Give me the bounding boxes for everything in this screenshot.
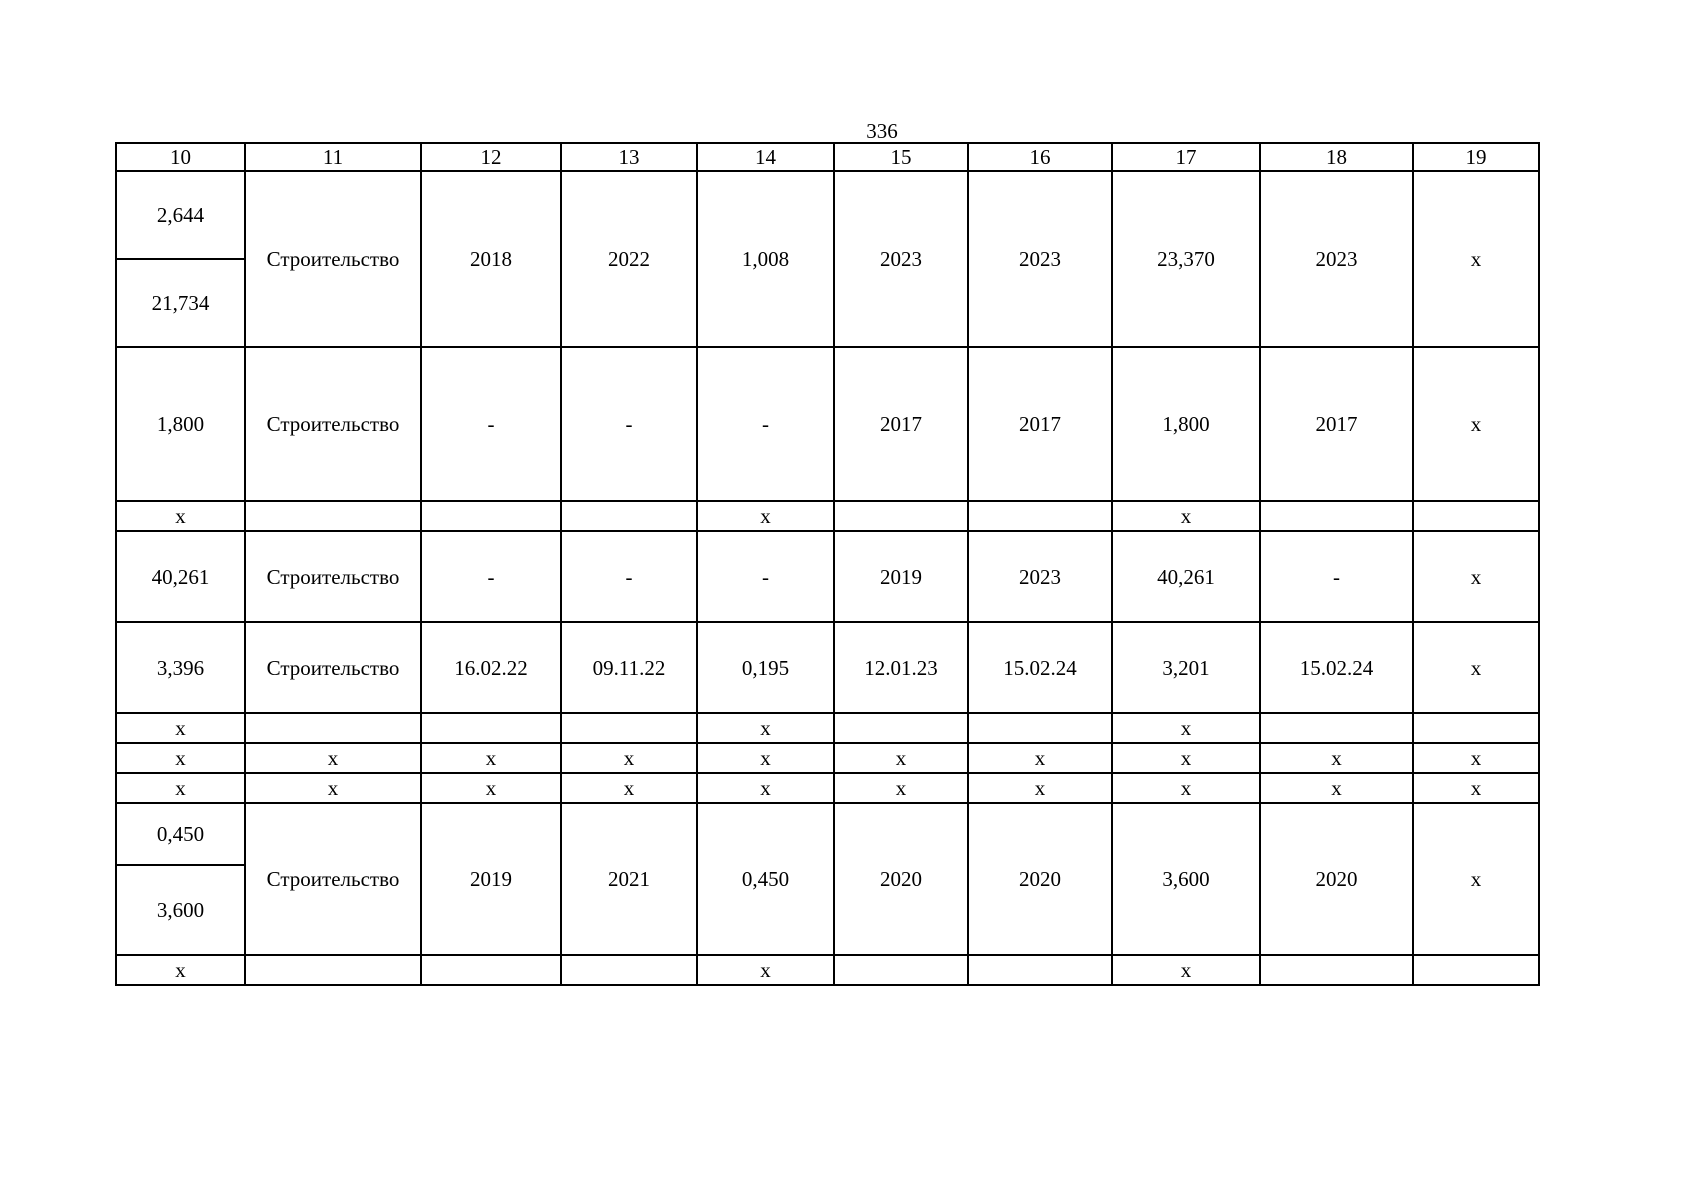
table-row <box>116 347 1539 501</box>
table-row <box>116 803 1539 865</box>
table-cell: x <box>968 773 1112 803</box>
table-cell <box>1413 955 1539 985</box>
table-cell: 2018 <box>421 171 561 347</box>
table-cell: - <box>1260 531 1413 622</box>
table-cell: x <box>1413 347 1539 501</box>
table-row <box>116 743 1539 773</box>
column-header: 19 <box>1413 143 1539 171</box>
table-cell: x <box>697 501 834 531</box>
table-cell: - <box>697 531 834 622</box>
table-cell: 23,370 <box>1112 171 1260 347</box>
table-cell: 2023 <box>968 531 1112 622</box>
table-cell: 2021 <box>561 803 697 955</box>
table-cell <box>421 501 561 531</box>
table-cell: 2019 <box>421 803 561 955</box>
table-cell <box>1260 955 1413 985</box>
column-header: 10 <box>116 143 245 171</box>
column-header: 18 <box>1260 143 1413 171</box>
table-cell <box>834 713 968 743</box>
table-cell: x <box>1260 743 1413 773</box>
table-body <box>116 143 1539 985</box>
table-cell: x <box>1413 531 1539 622</box>
table-row <box>116 622 1539 713</box>
table-cell <box>834 501 968 531</box>
table-cell: 2023 <box>834 171 968 347</box>
table-cell: 3,201 <box>1112 622 1260 713</box>
column-header: 12 <box>421 143 561 171</box>
table-cell: 2020 <box>968 803 1112 955</box>
table-cell: 0,195 <box>697 622 834 713</box>
table-cell: - <box>421 347 561 501</box>
table-cell: 1,800 <box>116 347 245 501</box>
table-cell: x <box>697 955 834 985</box>
table-cell: x <box>1413 171 1539 347</box>
table-cell: x <box>1112 713 1260 743</box>
table-cell: x <box>834 773 968 803</box>
column-header: 15 <box>834 143 968 171</box>
table-row <box>116 531 1539 622</box>
table-cell <box>421 713 561 743</box>
table-cell <box>561 501 697 531</box>
table-cell: x <box>1413 803 1539 955</box>
table-cell: x <box>116 773 245 803</box>
table-cell <box>968 955 1112 985</box>
table-cell: 12.01.23 <box>834 622 968 713</box>
table-cell: 2019 <box>834 531 968 622</box>
table-cell: x <box>1112 773 1260 803</box>
table-cell: x <box>1112 743 1260 773</box>
table-cell: x <box>1112 955 1260 985</box>
table-cell: 2020 <box>1260 803 1413 955</box>
table-cell: x <box>697 773 834 803</box>
table-cell: 40,261 <box>116 531 245 622</box>
page-number: 336 <box>866 119 898 143</box>
table-row <box>116 955 1539 985</box>
table-cell: Строительство <box>245 347 421 501</box>
table-cell: 2,644 <box>116 171 245 259</box>
table-row <box>116 171 1539 259</box>
table-cell: x <box>1413 622 1539 713</box>
table-cell <box>421 955 561 985</box>
table-cell: x <box>697 713 834 743</box>
table-cell: Строительство <box>245 803 421 955</box>
table-cell: 2023 <box>1260 171 1413 347</box>
table-cell: 15.02.24 <box>1260 622 1413 713</box>
table-cell: 40,261 <box>1112 531 1260 622</box>
table-cell: 0,450 <box>697 803 834 955</box>
table-cell <box>834 955 968 985</box>
table-cell: - <box>697 347 834 501</box>
table-cell: - <box>561 347 697 501</box>
table-cell: 2020 <box>834 803 968 955</box>
table-cell: x <box>697 743 834 773</box>
table-cell: 21,734 <box>116 259 245 347</box>
table-cell: x <box>245 773 421 803</box>
column-header: 14 <box>697 143 834 171</box>
column-header: 13 <box>561 143 697 171</box>
table-cell: 3,600 <box>1112 803 1260 955</box>
table-cell: x <box>968 743 1112 773</box>
table-cell: x <box>421 743 561 773</box>
table-cell: x <box>561 743 697 773</box>
table-cell: x <box>245 743 421 773</box>
table-cell: 09.11.22 <box>561 622 697 713</box>
table-cell <box>968 713 1112 743</box>
table-cell: x <box>1112 501 1260 531</box>
table-cell: x <box>1413 743 1539 773</box>
table-row <box>116 501 1539 531</box>
table-cell: 2022 <box>561 171 697 347</box>
column-header: 16 <box>968 143 1112 171</box>
table-cell: Строительство <box>245 171 421 347</box>
table-cell: 2017 <box>1260 347 1413 501</box>
table-cell: - <box>561 531 697 622</box>
table-row <box>116 773 1539 803</box>
table-cell: x <box>1413 773 1539 803</box>
table-cell: 3,396 <box>116 622 245 713</box>
table-cell: 2017 <box>968 347 1112 501</box>
table-cell: 0,450 <box>116 803 245 865</box>
table-cell: - <box>421 531 561 622</box>
table-cell: 16.02.22 <box>421 622 561 713</box>
table-cell: x <box>1260 773 1413 803</box>
table-cell: 2017 <box>834 347 968 501</box>
table-cell: Строительство <box>245 531 421 622</box>
table-cell <box>561 713 697 743</box>
table-cell: x <box>116 743 245 773</box>
table-cell <box>1413 501 1539 531</box>
table-cell: x <box>116 955 245 985</box>
table-cell: x <box>116 713 245 743</box>
column-header: 17 <box>1112 143 1260 171</box>
table-cell <box>1260 501 1413 531</box>
header-row <box>116 143 1539 171</box>
table-cell: x <box>421 773 561 803</box>
table-cell <box>1413 713 1539 743</box>
table-cell <box>245 501 421 531</box>
table-cell: x <box>834 743 968 773</box>
table-cell: x <box>561 773 697 803</box>
table-cell <box>245 955 421 985</box>
table-cell: x <box>116 501 245 531</box>
column-header: 11 <box>245 143 421 171</box>
table-cell <box>968 501 1112 531</box>
table-cell: Строительство <box>245 622 421 713</box>
data-table <box>115 142 1540 986</box>
table-cell <box>1260 713 1413 743</box>
table-cell <box>561 955 697 985</box>
table-cell <box>245 713 421 743</box>
table-cell: 1,008 <box>697 171 834 347</box>
table-row <box>116 713 1539 743</box>
table-cell: 3,600 <box>116 865 245 955</box>
table-cell: 1,800 <box>1112 347 1260 501</box>
table-cell: 2023 <box>968 171 1112 347</box>
table-cell: 15.02.24 <box>968 622 1112 713</box>
